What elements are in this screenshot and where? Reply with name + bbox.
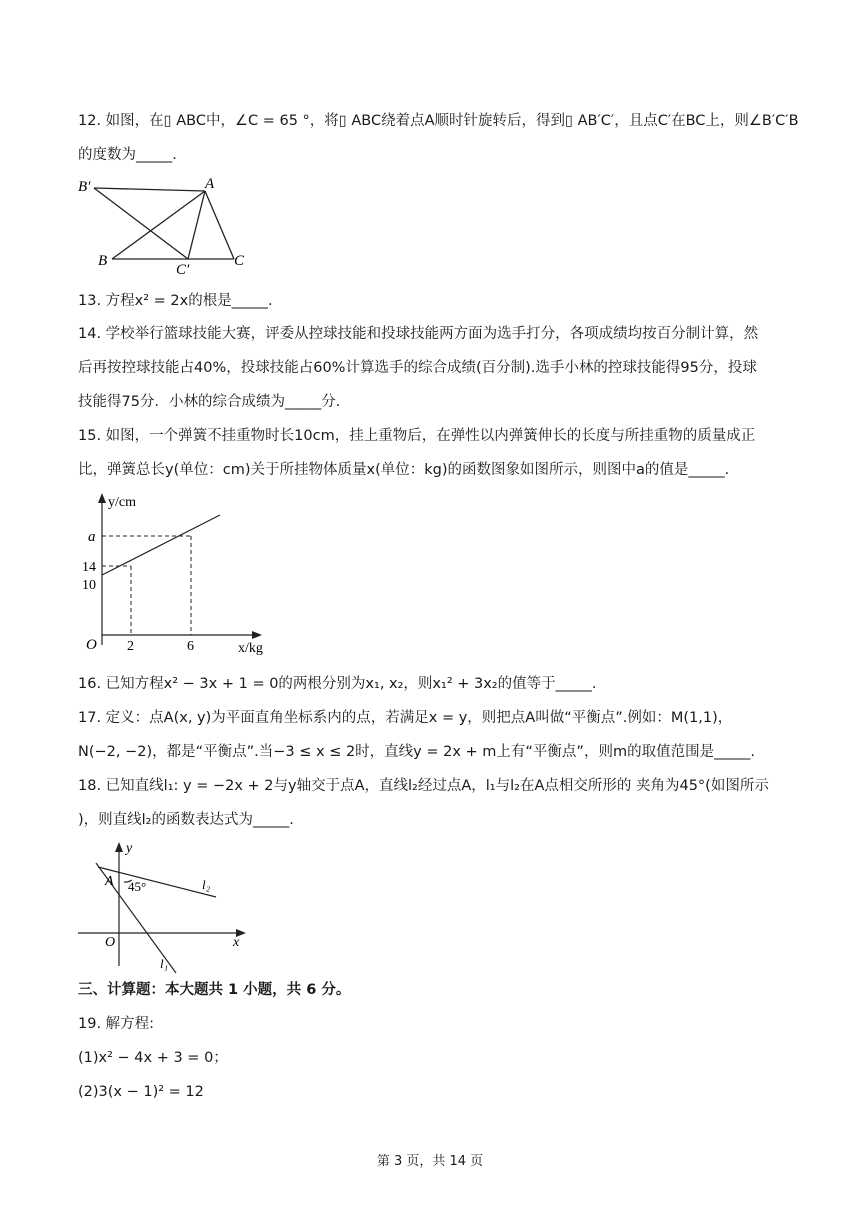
page-number-footer: 第 3 页，共 14 页 (376, 1154, 484, 1169)
q15-line2: 比，弹簧总长y(单位：cm)关于所挂物体质量x(单位：kg)的函数图象如图所示，则图中a的值是_____. (78, 462, 730, 478)
q19-part2: (2)3(x − 1)² = 12 (78, 1084, 204, 1100)
section3-heading: 三、计算题：本大题共 1 小题，共 6 分。 (78, 982, 351, 998)
q15-xtick-6: 6 (187, 639, 194, 654)
q14-line2: 后再按控球技能占40%，投球技能占60%计算选手的综合成绩(百分制).选手小林的控球技能得95分，投球 (78, 360, 757, 376)
q12-label-b: B (98, 253, 108, 269)
q14-line3: 技能得75分．小林的综合成绩为_____分. (78, 394, 341, 410)
q19-title: 19. 解方程: (78, 1016, 155, 1032)
q18-x-axis-label: x (233, 935, 240, 950)
q13-line1: 13. 方程x² = 2x的根是_____. (78, 293, 273, 309)
q15-xtick-2: 2 (127, 639, 134, 654)
q14-line1: 14. 学校举行篮球技能大赛，评委从控球技能和投球技能两方面为选手打分，各项成绩均按百分制计算，然 (78, 326, 759, 342)
q15-x-axis-label: x/kg (238, 641, 263, 656)
q15-spring-graph (78, 490, 278, 660)
q16-line1: 16. 已知方程x² − 3x + 1 = 0的两根分别为x₁, x₂，则x₁² + 3x₂的值等于_____. (78, 676, 597, 692)
q15-line1: 15. 如图，一个弹簧不挂重物时长10cm，挂上重物后，在弹性以内弹簧伸长的长度与所挂重物的质量成正 (78, 428, 756, 444)
q18-lines-graph (78, 838, 253, 973)
q18-angle-label: 45° (128, 879, 147, 894)
q15-y-axis-label: y/cm (108, 495, 136, 510)
q18-point-a-label: A (105, 874, 114, 889)
q12-label-c-prime: C′ (176, 262, 190, 278)
q17-line1: 17. 定义：点A(x, y)为平面直角坐标系内的点，若满足x = y，则把点A叫做“平衡点”.例如：M(1,1)， (78, 710, 733, 726)
q19-part1: (1)x² − 4x + 3 = 0； (78, 1050, 228, 1066)
q18-origin-label: O (105, 935, 116, 950)
q15-ytick-a: a (88, 529, 96, 545)
q18-l2-label: l₂ (202, 877, 211, 892)
q12-line2: 的度数为_____. (78, 147, 177, 163)
q12-label-a: A (205, 176, 215, 192)
q18-y-axis-label: y (126, 841, 133, 856)
q12-label-b-prime: B′ (78, 179, 91, 195)
q15-ytick-14: 14 (82, 560, 96, 575)
q15-ytick-10: 10 (82, 578, 96, 593)
q15-origin-label: O (86, 637, 97, 653)
q12-triangle-figure (72, 172, 262, 278)
q18-l1-label: l₁ (160, 956, 169, 971)
q18-line2: )，则直线l₂的函数表达式为_____. (78, 812, 294, 828)
q18-line1: 18. 已知直线l₁: y = −2x + 2与y轴交于点A，直线l₂经过点A，l₁与l₂在A点相交所形的 夹角为45°(如图所示 (78, 778, 769, 794)
q12-line1: 12. 如图，在▯ ABC中，∠C = 65 °，将▯ ABC绕着点A顺时针旋转后，得到▯ AB′C′，且点C′在BC上，则∠B′C′B (78, 113, 799, 129)
q17-line2: N(−2, −2)，都是“平衡点”.当−3 ≤ x ≤ 2时，直线y = 2x + m上有“平衡点”，则m的取值范围是_____. (78, 744, 755, 760)
q12-label-c: C (234, 253, 245, 269)
